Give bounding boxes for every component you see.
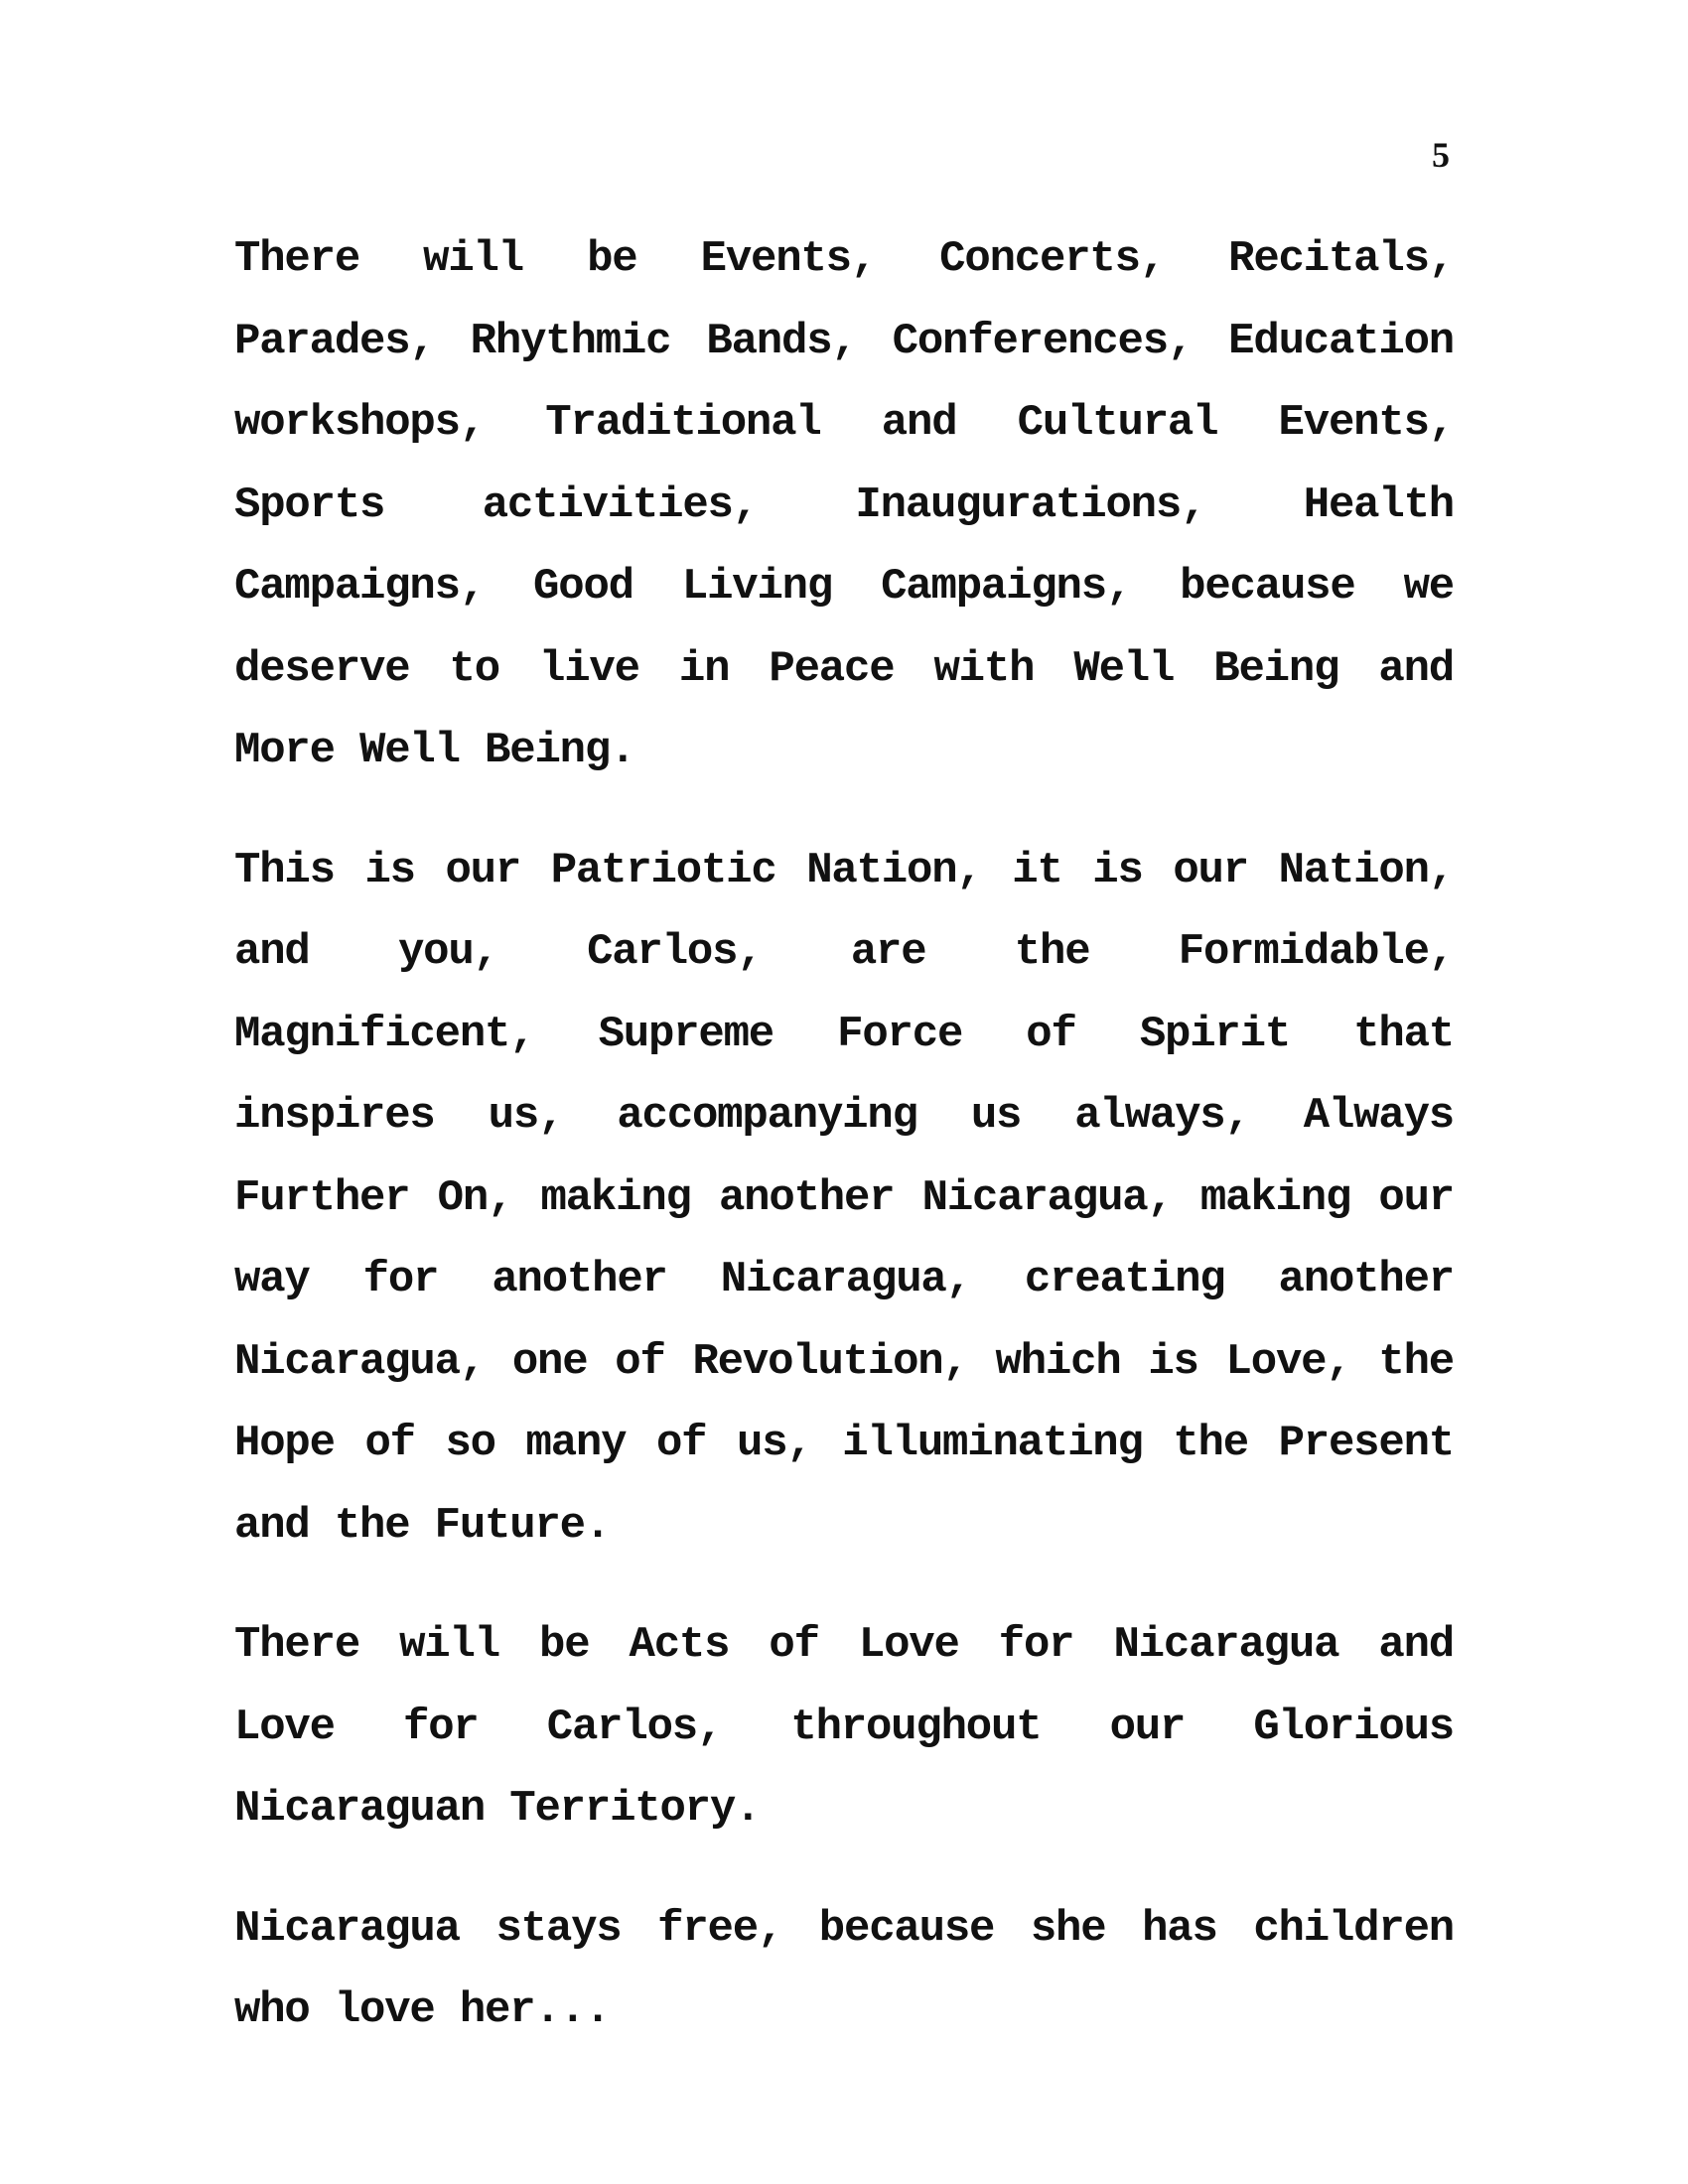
paragraph-events: There will be Events, Concerts, Recitals, Parades, Rhythmic Bands, Conferences, Education workshops, Traditional and Cultural Events, Sports activities, Inaugurations, Health Campaigns, Good Living Campaigns, because we deserve to live in Peace with Well Being and More Well Being. bbox=[234, 234, 1454, 775]
paragraph-patriotic-nation: This is our Patriotic Nation, it is our Nation, and you, Carlos, are the Formidable, Magnificent, Supreme Force of Spirit that inspires us, accompanying us always, Always Further On, making another Nicaragua, making our way for another Nicaragua, creating another Nicaragua, one of Revolution, which is Love, the Hope of so many of us, illuminating the Present and the Future. bbox=[234, 845, 1454, 1551]
page-number: 5 bbox=[1432, 135, 1450, 175]
paragraph-acts-of-love: There will be Acts of Love for Nicaragua and Love for Carlos, throughout our Glorious Nicaraguan Territory. bbox=[234, 1620, 1454, 1834]
document-body bbox=[234, 218, 1454, 2090]
paragraph-closing: Nicaragua stays free, because she has children who love her... bbox=[234, 1903, 1454, 2035]
